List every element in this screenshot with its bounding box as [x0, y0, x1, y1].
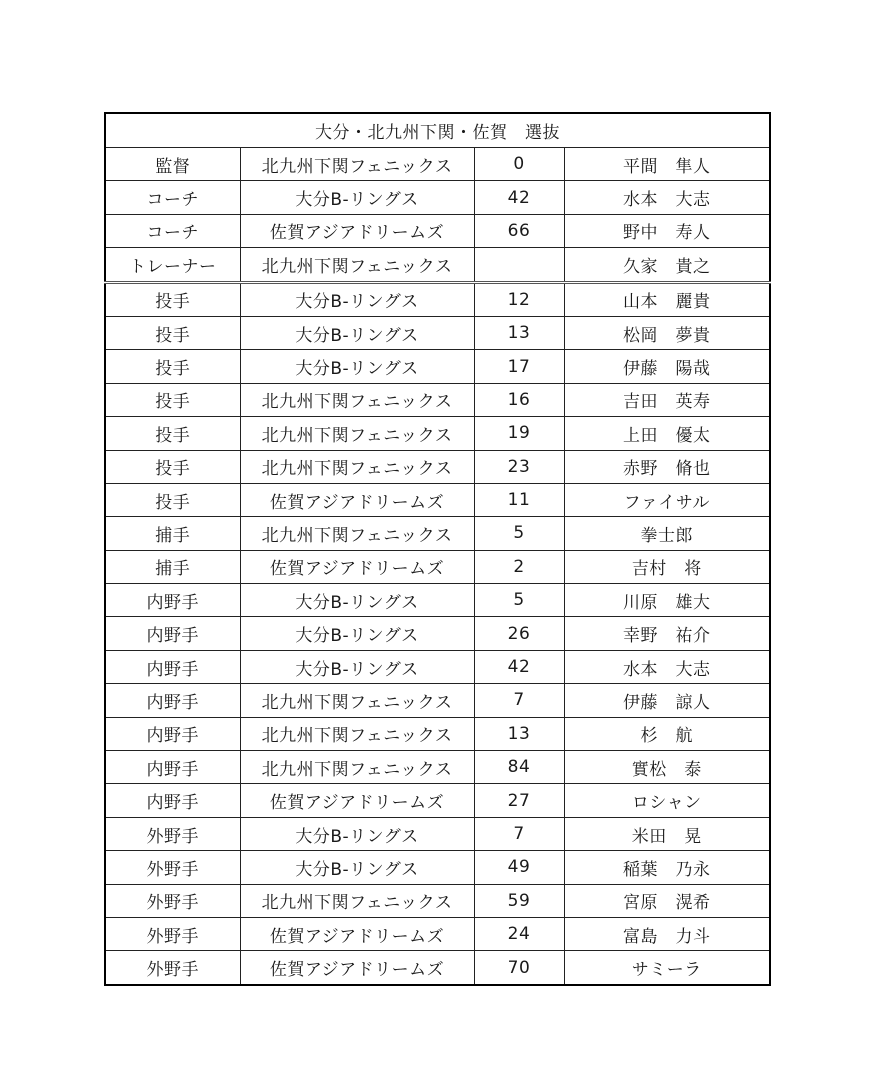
name-cell: 富島 力斗 — [564, 917, 770, 950]
name-cell: 米田 晃 — [564, 817, 770, 850]
number-cell: 5 — [474, 517, 564, 550]
team-cell: 大分B-リングス — [240, 350, 474, 383]
team-cell: 北九州下関フェニックス — [240, 717, 474, 750]
position-cell: 投手 — [105, 316, 240, 349]
team-cell: 佐賀アジアドリームズ — [240, 550, 474, 583]
position-cell: 投手 — [105, 450, 240, 483]
player-row — [105, 917, 770, 950]
team-cell: 佐賀アジアドリームズ — [240, 483, 474, 516]
position-cell: 外野手 — [105, 951, 240, 985]
player-row — [105, 550, 770, 583]
name-cell: 水本 大志 — [564, 650, 770, 683]
number-cell: 11 — [474, 483, 564, 516]
number-cell: 26 — [474, 617, 564, 650]
number-cell: 7 — [474, 684, 564, 717]
position-cell: 投手 — [105, 417, 240, 450]
position-cell: 内野手 — [105, 751, 240, 784]
position-cell: 内野手 — [105, 617, 240, 650]
team-cell: 北九州下関フェニックス — [240, 751, 474, 784]
number-cell: 24 — [474, 917, 564, 950]
player-row — [105, 951, 770, 985]
name-cell: サミーラ — [564, 951, 770, 985]
number-cell: 27 — [474, 784, 564, 817]
number-cell: 7 — [474, 817, 564, 850]
table-title: 大分・北九州下関・佐賀 選抜 — [105, 113, 770, 148]
staff-row — [105, 181, 770, 214]
team-cell: 北九州下関フェニックス — [240, 684, 474, 717]
staff-row — [105, 214, 770, 247]
position-cell: 投手 — [105, 483, 240, 516]
number-cell: 84 — [474, 751, 564, 784]
team-cell: 北九州下関フェニックス — [240, 383, 474, 416]
name-cell: 上田 優太 — [564, 417, 770, 450]
team-cell: 大分B-リングス — [240, 650, 474, 683]
name-cell: 吉村 将 — [564, 550, 770, 583]
staff-row — [105, 248, 770, 282]
name-cell: 幸野 祐介 — [564, 617, 770, 650]
name-cell: 伊藤 陽哉 — [564, 350, 770, 383]
player-row — [105, 684, 770, 717]
player-row — [105, 884, 770, 917]
staff-row — [105, 148, 770, 181]
title-row — [105, 113, 770, 148]
name-cell: 山本 麗貴 — [564, 282, 770, 316]
name-cell: 吉田 英寿 — [564, 383, 770, 416]
player-row — [105, 350, 770, 383]
player-row — [105, 784, 770, 817]
position-cell: 投手 — [105, 282, 240, 316]
team-cell: 北九州下関フェニックス — [240, 884, 474, 917]
player-row — [105, 383, 770, 416]
position-cell: 外野手 — [105, 917, 240, 950]
number-cell: 13 — [474, 316, 564, 349]
name-cell: 拳士郎 — [564, 517, 770, 550]
team-cell: 大分B-リングス — [240, 316, 474, 349]
name-cell: 川原 雄大 — [564, 584, 770, 617]
name-cell: 赤野 脩也 — [564, 450, 770, 483]
team-cell: 北九州下関フェニックス — [240, 417, 474, 450]
position-cell: 捕手 — [105, 517, 240, 550]
name-cell: 稲葉 乃永 — [564, 851, 770, 884]
position-cell: 捕手 — [105, 550, 240, 583]
roster-body — [105, 113, 770, 985]
team-cell: 大分B-リングス — [240, 851, 474, 884]
roster-table — [104, 112, 771, 986]
team-cell: 大分B-リングス — [240, 617, 474, 650]
player-row — [105, 617, 770, 650]
number-cell: 13 — [474, 717, 564, 750]
name-cell: 平間 隼人 — [564, 148, 770, 181]
team-cell: 北九州下関フェニックス — [240, 517, 474, 550]
number-cell: 59 — [474, 884, 564, 917]
name-cell: 伊藤 諒人 — [564, 684, 770, 717]
name-cell: 杉 航 — [564, 717, 770, 750]
team-cell: 北九州下関フェニックス — [240, 248, 474, 282]
position-cell: 投手 — [105, 350, 240, 383]
position-cell: 内野手 — [105, 784, 240, 817]
name-cell: 水本 大志 — [564, 181, 770, 214]
position-cell: 内野手 — [105, 717, 240, 750]
team-cell: 大分B-リングス — [240, 282, 474, 316]
player-row — [105, 851, 770, 884]
position-cell: コーチ — [105, 214, 240, 247]
name-cell: 久家 貴之 — [564, 248, 770, 282]
team-cell: 佐賀アジアドリームズ — [240, 951, 474, 985]
number-cell — [474, 248, 564, 282]
number-cell: 5 — [474, 584, 564, 617]
position-cell: 内野手 — [105, 684, 240, 717]
position-cell: 外野手 — [105, 851, 240, 884]
position-cell: 投手 — [105, 383, 240, 416]
number-cell: 19 — [474, 417, 564, 450]
position-cell: トレーナー — [105, 248, 240, 282]
position-cell: 内野手 — [105, 650, 240, 683]
number-cell: 42 — [474, 650, 564, 683]
player-row — [105, 817, 770, 850]
team-cell: 北九州下関フェニックス — [240, 148, 474, 181]
number-cell: 16 — [474, 383, 564, 416]
team-cell: 大分B-リングス — [240, 181, 474, 214]
number-cell: 2 — [474, 550, 564, 583]
number-cell: 70 — [474, 951, 564, 985]
name-cell: ロシャン — [564, 784, 770, 817]
name-cell: ファイサル — [564, 483, 770, 516]
position-cell: 内野手 — [105, 584, 240, 617]
position-cell: コーチ — [105, 181, 240, 214]
name-cell: 實松 泰 — [564, 751, 770, 784]
player-row — [105, 584, 770, 617]
player-row — [105, 717, 770, 750]
number-cell: 0 — [474, 148, 564, 181]
player-row — [105, 316, 770, 349]
player-row — [105, 282, 770, 316]
position-cell: 監督 — [105, 148, 240, 181]
player-row — [105, 450, 770, 483]
player-row — [105, 650, 770, 683]
number-cell: 66 — [474, 214, 564, 247]
name-cell: 野中 寿人 — [564, 214, 770, 247]
number-cell: 49 — [474, 851, 564, 884]
position-cell: 外野手 — [105, 817, 240, 850]
team-cell: 北九州下関フェニックス — [240, 450, 474, 483]
player-row — [105, 417, 770, 450]
team-cell: 大分B-リングス — [240, 817, 474, 850]
player-row — [105, 517, 770, 550]
position-cell: 外野手 — [105, 884, 240, 917]
team-cell: 佐賀アジアドリームズ — [240, 917, 474, 950]
team-cell: 佐賀アジアドリームズ — [240, 784, 474, 817]
player-row — [105, 483, 770, 516]
number-cell: 42 — [474, 181, 564, 214]
number-cell: 12 — [474, 282, 564, 316]
number-cell: 17 — [474, 350, 564, 383]
name-cell: 宮原 滉希 — [564, 884, 770, 917]
team-cell: 大分B-リングス — [240, 584, 474, 617]
team-cell: 佐賀アジアドリームズ — [240, 214, 474, 247]
name-cell: 松岡 夢貴 — [564, 316, 770, 349]
number-cell: 23 — [474, 450, 564, 483]
player-row — [105, 751, 770, 784]
